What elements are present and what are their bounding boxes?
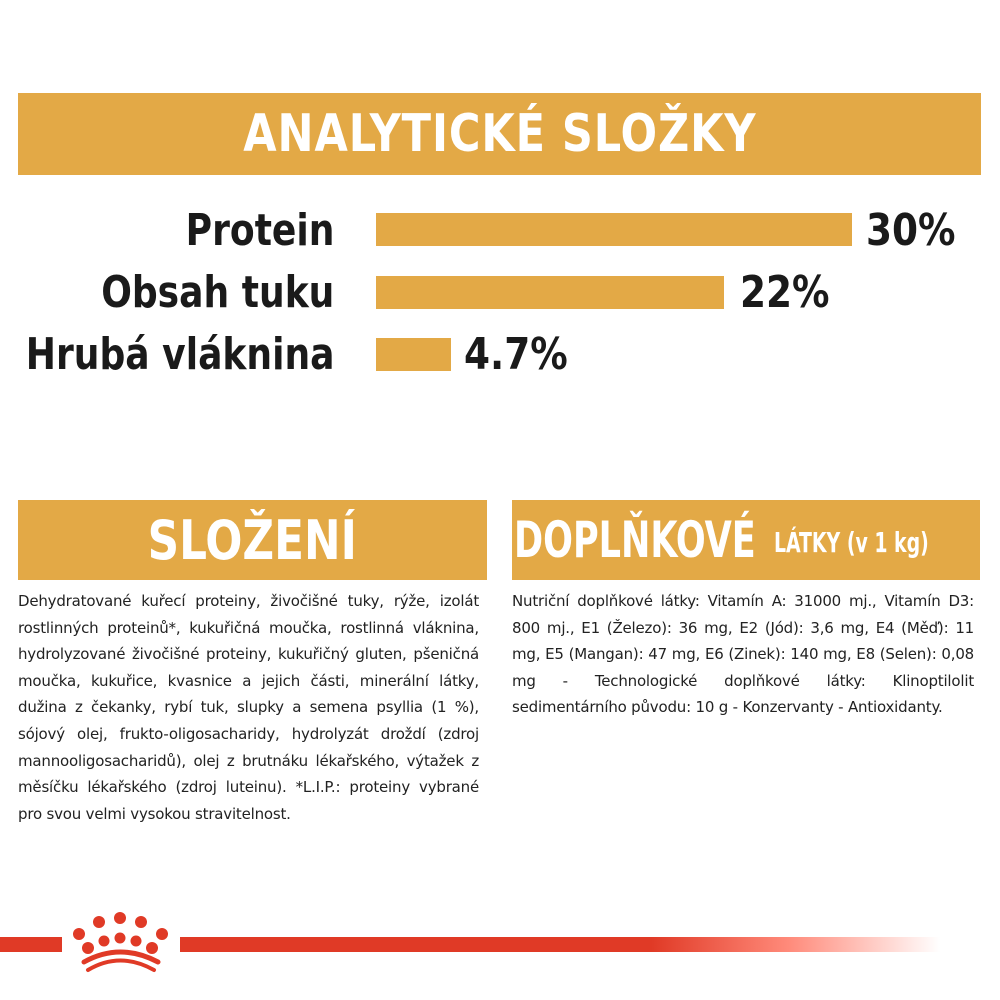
bar-fat [376,276,724,309]
row-label-fat: Obsah tuku [100,267,334,318]
bar-fiber [376,338,451,371]
additives-title-small: LÁTKY (v 1 kg) [774,526,929,559]
footer-line-right [180,937,940,952]
additives-header [512,500,980,580]
row-label-fiber: Hrubá vláknina [25,329,334,380]
composition-title: SLOŽENÍ [147,508,358,572]
row-label-protein: Protein [185,205,334,256]
royal-canin-crown-icon [66,910,176,980]
composition-header [18,500,487,580]
value-protein: 30% [866,205,956,256]
bar-protein [376,213,852,246]
analytic-header [18,93,981,175]
additives-title-big: DOPLŇKOVÉ [514,511,756,569]
footer-line-left [0,937,62,952]
additives-text: Nutriční doplňkové látky: Vitamín A: 31000 mj., Vitamín D3: 800 mj., E1 (Železo): 36 mg, E2 (Jód): 3,6 mg, E4 (Měď): 11 mg, E5 (Mangan): 47 mg, E6 (Zinek): 140 mg, E8 (Selen): 0,08 mg - Technologické doplňkové látky: Klinoptilolit sedimentárního původu: 10 g - Konzervanty - Antioxidanty. [512,592,974,717]
value-fiber: 4.7% [464,329,568,380]
composition-text: Dehydratované kuřecí proteiny, živočišné tuky, rýže, izolát rostlinných proteinů*, kukuřičná moučka, rostlinná vláknina, hydrolyzované živočišné proteiny, kukuřičný gluten, pšeničná moučka, kukuřice, kvasnice a jejich části, minerální látky, dužina z čekanky, rybí tuk, slupky a semena psyllia (1 %), sójový olej, frukto-oligosacharidy, hydrolyzát droždí (zdroj mannooligosacharidů), olej z brutnáku lékařského, výtažek z měsíčku lékařského (zdroj luteinu). *L.I.P.: proteiny vybrané pro svou velmi vysokou stravitelnost. [18,592,479,823]
value-fat: 22% [740,267,830,318]
analytic-title: ANALYTICKÉ SLOŽKY [242,104,757,164]
